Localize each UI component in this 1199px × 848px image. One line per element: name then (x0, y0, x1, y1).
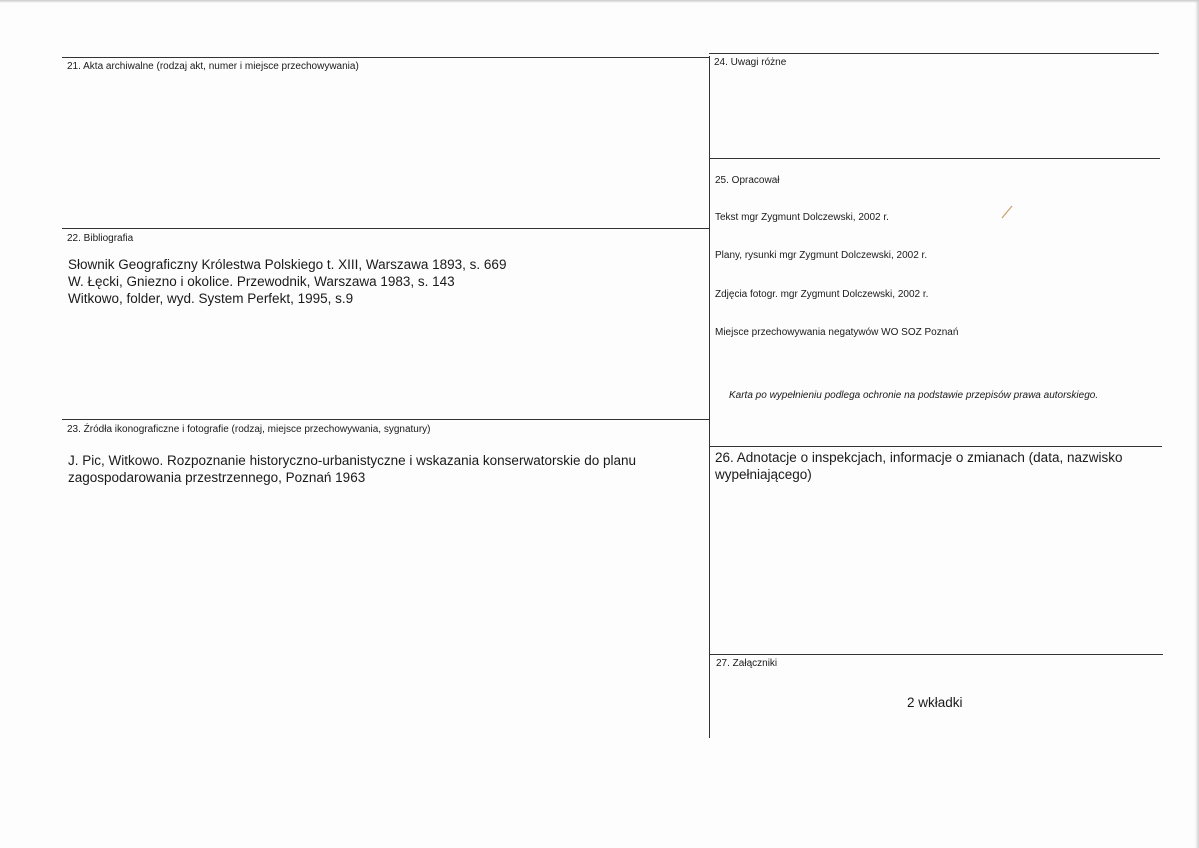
iconographic-line: J. Pic, Witkowo. Rozpoznanie historyczno-urbanistyczne i wskazania konserwatorskie do planu (68, 453, 637, 468)
author-drawings-entry: Plany, rysunki mgr Zygmunt Dolczewski, 2002 r. (715, 250, 928, 261)
section-22-label: 22. Bibliografia (67, 233, 134, 244)
section-26-label: 26. Adnotacje o inspekcjach, informacje o zmianach (data, nazwisko wypełniającego) (715, 450, 1123, 482)
scan-edge-top (0, 0, 1199, 3)
section-23-label: 23. Źródła ikonograficzne i fotografie (rodzaj, miejsce przechowywania, sygnatury) (67, 424, 431, 435)
section-25-label: 25. Opracował (715, 175, 780, 186)
bibliography-list (68, 256, 506, 307)
negatives-storage-entry: Miejsce przechowywania negatywów WO SOZ Poznań (715, 327, 959, 338)
pencil-tick-mark (1000, 205, 1014, 219)
bibliography-entry: Słownik Geograficzny Królestwa Polskiego t. XIII, Warszawa 1893, s. 669 (68, 257, 507, 272)
rule-23-top (62, 419, 709, 420)
rule-22-top (62, 228, 709, 229)
bibliography-entry: W. Łęcki, Gniezno i okolice. Przewodnik, Warszawa 1983, s. 143 (68, 274, 455, 289)
copyright-note: Karta po wypełnieniu podlega ochronie na podstawie przepisów prawa autorskiego. (729, 390, 1099, 401)
author-text-entry: Tekst mgr Zygmunt Dolczewski, 2002 r. (715, 212, 889, 223)
rule-24-top (709, 53, 1159, 54)
rule-26-top (709, 446, 1162, 447)
rule-21-top (62, 57, 709, 58)
section-21-label: 21. Akta archiwalne (rodzaj akt, numer i miejsce przechowywania) (67, 61, 359, 72)
section-27-label: 27. Załączniki (716, 658, 778, 669)
iconographic-line: zagospodarowania przestrzennego, Poznań 1963 (68, 470, 366, 485)
rule-27-top (709, 654, 1163, 655)
bibliography-entry: Witkowo, folder, wyd. System Perfekt, 1995, s.9 (68, 291, 354, 306)
author-photos-entry: Zdjęcia fotogr. mgr Zygmunt Dolczewski, 2002 r. (715, 289, 929, 300)
iconographic-sources (68, 452, 636, 486)
rule-25-top (709, 158, 1160, 159)
section-24-label: 24. Uwagi różne (714, 57, 787, 68)
attachments-value: 2 wkładki (907, 695, 963, 710)
scan-edge-right (1195, 0, 1199, 848)
